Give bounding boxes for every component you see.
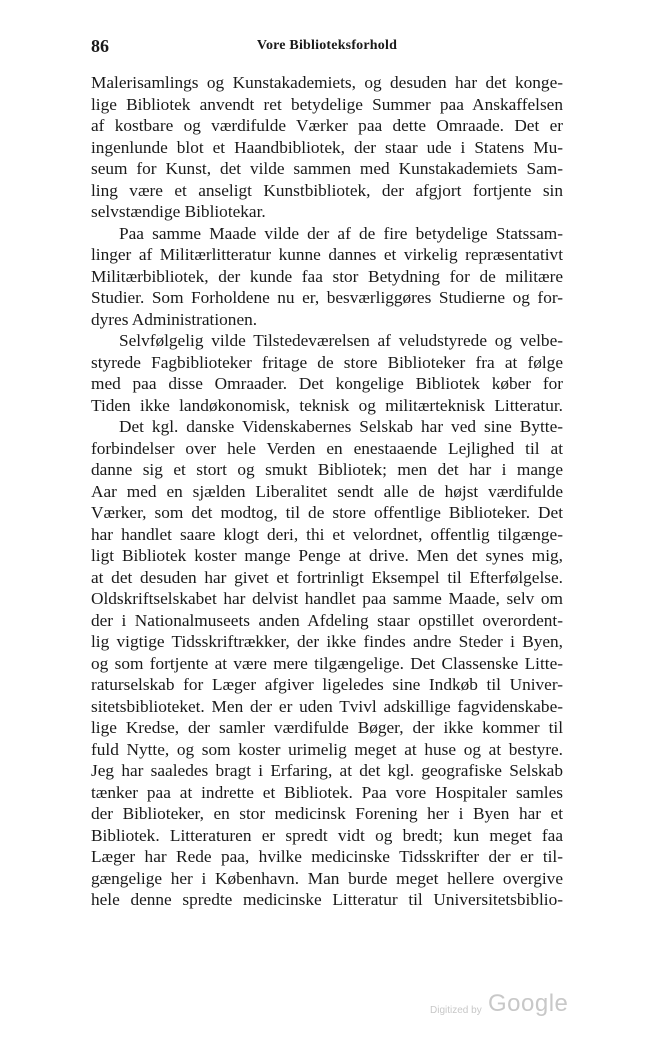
text-line: hele denne spredte medicinske Litteratur til Universitetsbiblio- — [91, 890, 563, 909]
text-line: raturselskab for Læger afgiver ligeledes sine Indkøb til Univer- — [91, 675, 563, 694]
text-line: gængelige her i København. Man burde meget hellere overgive — [91, 868, 563, 888]
text-line: Militærbibliotek, der kunde faa stor Betydning for de militære — [91, 266, 563, 286]
text-line: lige Bibliotek anvendt ret betydelige Summer paa Anskaffelsen — [91, 94, 563, 114]
text-line: Aar med en sjælden Liberalitet sendt alle de højst værdifulde — [91, 481, 563, 501]
digitized-watermark — [426, 990, 576, 1020]
text-line: seum for Kunst, det vilde sammen med Kunstakademiets Sam- — [91, 159, 563, 178]
text-line: Jeg har saaledes bragt i Erfaring, at det kgl. geografiske Selskab — [91, 761, 563, 780]
text-line: der Biblioteker, en stor medicinsk Forening her i Byen har et — [91, 804, 563, 823]
text-line: forbindelser over hele Verden en enestaaende Lejlighed til at — [91, 438, 563, 458]
text-line: ling være et anseligt Kunstbibliotek, der afgjort fortjente sin — [91, 180, 563, 200]
text-line: og som fortjente at være mere tilgængelige. Det Classenske Litte- — [91, 653, 563, 673]
page-number: 86 — [91, 36, 109, 56]
text-line: fuld Nytte, og som koster urimelig meget at huse og at bestyre. — [91, 739, 563, 759]
text-line: Malerisamlings og Kunstakademiets, og desuden har det konge- — [91, 73, 563, 92]
watermark-brand: Google — [488, 990, 569, 1017]
text-line: Paa samme Maade vilde der af de fire betydelige Statssam- — [119, 223, 563, 243]
text-line: med paa disse Omraader. Det kongelige Bibliotek køber for — [91, 374, 563, 393]
text-line: Tiden ikke landøkonomisk, teknisk og militærteknisk Litteratur. — [91, 395, 563, 415]
text-line: dyres Administrationen. — [91, 309, 258, 329]
running-head: Vore Biblioteksforhold — [256, 38, 398, 53]
text-line: Selvfølgelig vilde Tilstedeværelsen af veludstyrede og velbe- — [119, 331, 563, 350]
text-line: Læger har Rede paa, hvilke medicinske Tidsskrifter der er til- — [91, 847, 563, 866]
text-line: linger af Militærlitteratur kunne dannes et virkelig repræsentativt — [91, 245, 563, 264]
body-text — [91, 72, 563, 911]
text-line: Værker, som det modtog, til de store offentlige Biblioteker. Det — [91, 503, 563, 522]
watermark-prefix: Digitized by — [430, 1005, 482, 1016]
text-line: har handlet saare klogt deri, thi et velordnet, offentlig tilgænge- — [91, 524, 563, 544]
text-line: styrede Fagbiblioteker fritage de store Biblioteker fra at følge — [91, 352, 563, 372]
text-line: ligt Bibliotek koster mange Penge at drive. Men det synes mig, — [91, 546, 563, 565]
text-line: Bibliotek. Litteraturen er spredt vidt og bredt; kun meget faa — [91, 825, 563, 845]
text-line: sitetsbiblioteket. Men der er uden Tvivl adskillige fagvidenskabe- — [91, 696, 563, 716]
text-line: danne sig et stort og smukt Bibliotek; men det har i mange — [91, 460, 563, 479]
text-line: af kostbare og værdifulde Værker paa dette Omraade. Det er — [91, 116, 563, 135]
text-line: ingenlunde blot et Haandbibliotek, der staar ude i Statens Mu- — [91, 137, 563, 157]
text-line: at det desuden har givet et fortrinligt Eksempel til Efterfølgelse. — [91, 567, 563, 587]
text-line: Studier. Som Forholdene nu er, besværliggøres Studierne og for- — [91, 288, 563, 307]
page-header — [91, 36, 563, 58]
text-line: selvstændige Bibliotekar. — [91, 202, 266, 221]
text-line: Det kgl. danske Videnskabernes Selskab har ved sine Bytte- — [119, 417, 563, 436]
text-line: lige Kredse, der samler værdifulde Bøger, der ikke kommer til — [91, 718, 563, 737]
text-line: Oldskriftselskabet har delvist handlet paa samme Maade, selv om — [91, 589, 563, 608]
text-line: lig vigtige Tidsskriftrækker, der ikke findes andre Steder i Byen, — [91, 632, 563, 651]
text-line: der i Nationalmuseets anden Afdeling staar opstillet overordent- — [91, 610, 563, 630]
text-line: tænker paa at indrette et Bibliotek. Paa vore Hospitaler samles — [91, 782, 563, 802]
